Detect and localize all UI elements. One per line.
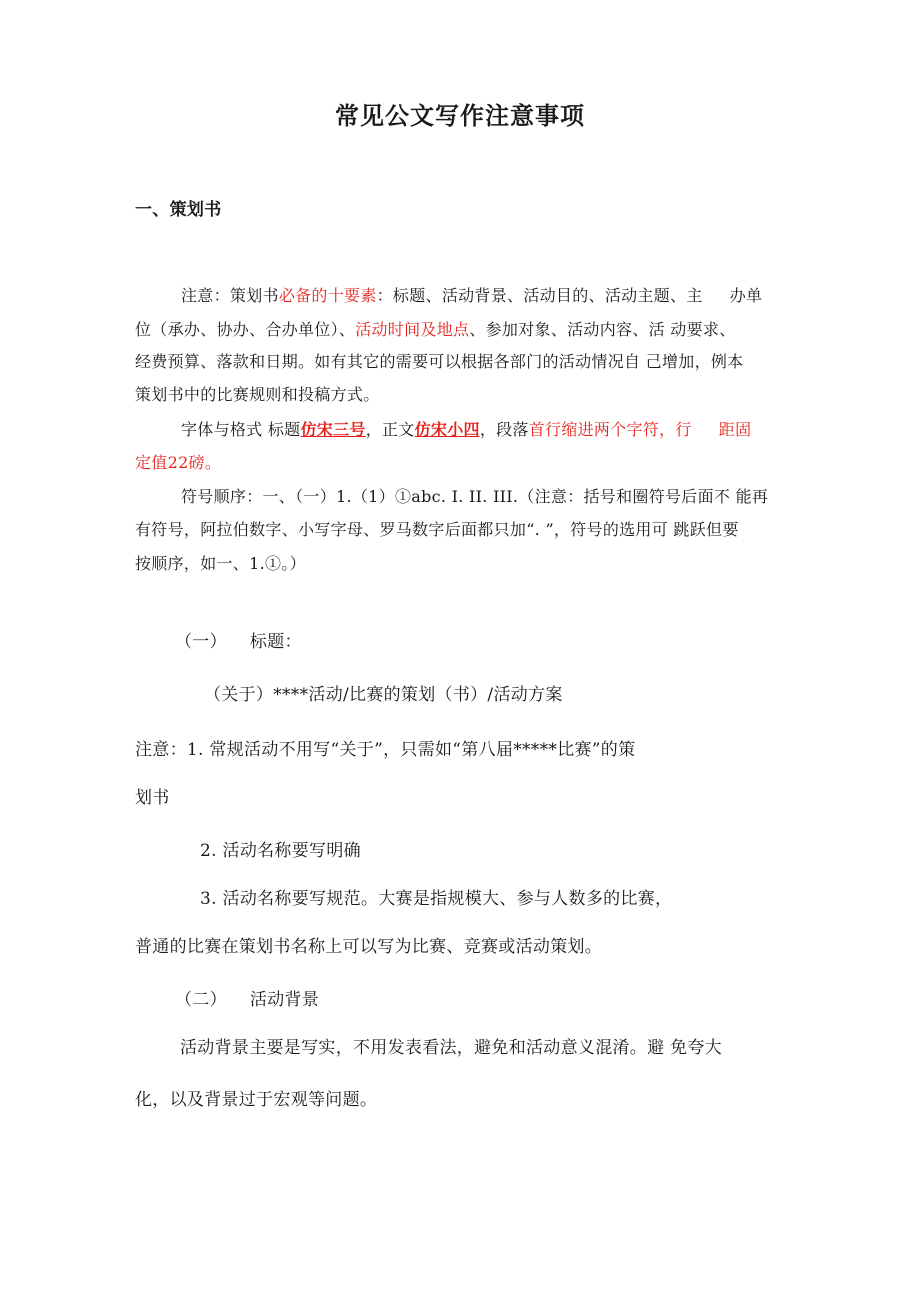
background-line-1: 活动背景主要是写实，不用发表看法，避免和活动意义混淆。避 免夸大 xyxy=(180,1038,723,1058)
subsection-heading-background: （二） 活动背景 xyxy=(175,990,320,1010)
note-line-1 xyxy=(181,286,762,306)
title-note-line-1: 注意：1. 常规活动不用写“关于”，只需如“第八届*****比赛”的策 xyxy=(135,740,636,760)
font-text: ，段落 xyxy=(479,420,529,439)
subsection-heading-title: （一） 标题： xyxy=(175,632,302,652)
note-line-2 xyxy=(135,320,736,340)
note-text: ：标题、活动背景、活动目的、活动主题、主 办单 xyxy=(376,286,763,305)
background-line-2: 化，以及背景过于宏观等问题。 xyxy=(135,1090,378,1110)
document-title: 常见公文写作注意事项 xyxy=(335,102,585,130)
font-text: ，正文 xyxy=(365,420,415,439)
title-note-line-2: 划书 xyxy=(135,788,170,808)
highlight-body-font: 仿宋小四 xyxy=(414,420,480,439)
font-format-line-1 xyxy=(181,420,751,440)
highlight-ten-elements: 必备的十要素 xyxy=(278,286,377,305)
font-format-line-2: 定值22磅。 xyxy=(135,453,222,472)
title-example: （关于）****活动/比赛的策划（书）/活动方案 xyxy=(204,685,563,705)
font-text: 字体与格式 标题 xyxy=(181,420,301,439)
note-line-4: 策划书中的比赛规则和投稿方式。 xyxy=(135,385,380,404)
note-text: 、参加对象、活动内容、活 动要求、 xyxy=(469,320,736,339)
section-heading-planning: 一、策划书 xyxy=(135,200,222,220)
note-line-3: 经费预算、落款和日期。如有其它的需要可以根据各部门的活动情况自 己增加，例本 xyxy=(135,352,744,371)
note-text: 位（承办、协办、合办单位）、 xyxy=(135,320,356,339)
note-text: 注意：策划书 xyxy=(181,286,279,305)
symbol-line-1: 符号顺序：一、（一）1.（1）①abc. I. II. III.（注意：括号和圈符号后面不 能再 xyxy=(181,487,769,506)
highlight-time-place: 活动时间及地点 xyxy=(355,320,470,339)
highlight-indent: 首行缩进两个字符，行 距固 xyxy=(528,420,752,439)
title-note-item-2: 2. 活动名称要写明确 xyxy=(200,841,361,861)
title-note-item-3-cont: 普通的比赛在策划书名称上可以写为比赛、竞赛或活动策划。 xyxy=(135,937,603,957)
highlight-title-font: 仿宋三号 xyxy=(300,420,366,439)
symbol-line-2: 有符号，阿拉伯数字、小写字母、罗马数字后面都只加“. ”，符号的选用可 跳跃但要 xyxy=(135,520,739,539)
symbol-line-3: 按顺序，如一、1.①。） xyxy=(135,554,306,573)
title-note-item-3: 3. 活动名称要写规范。大赛是指规模大、参与人数多的比赛， xyxy=(200,889,673,909)
